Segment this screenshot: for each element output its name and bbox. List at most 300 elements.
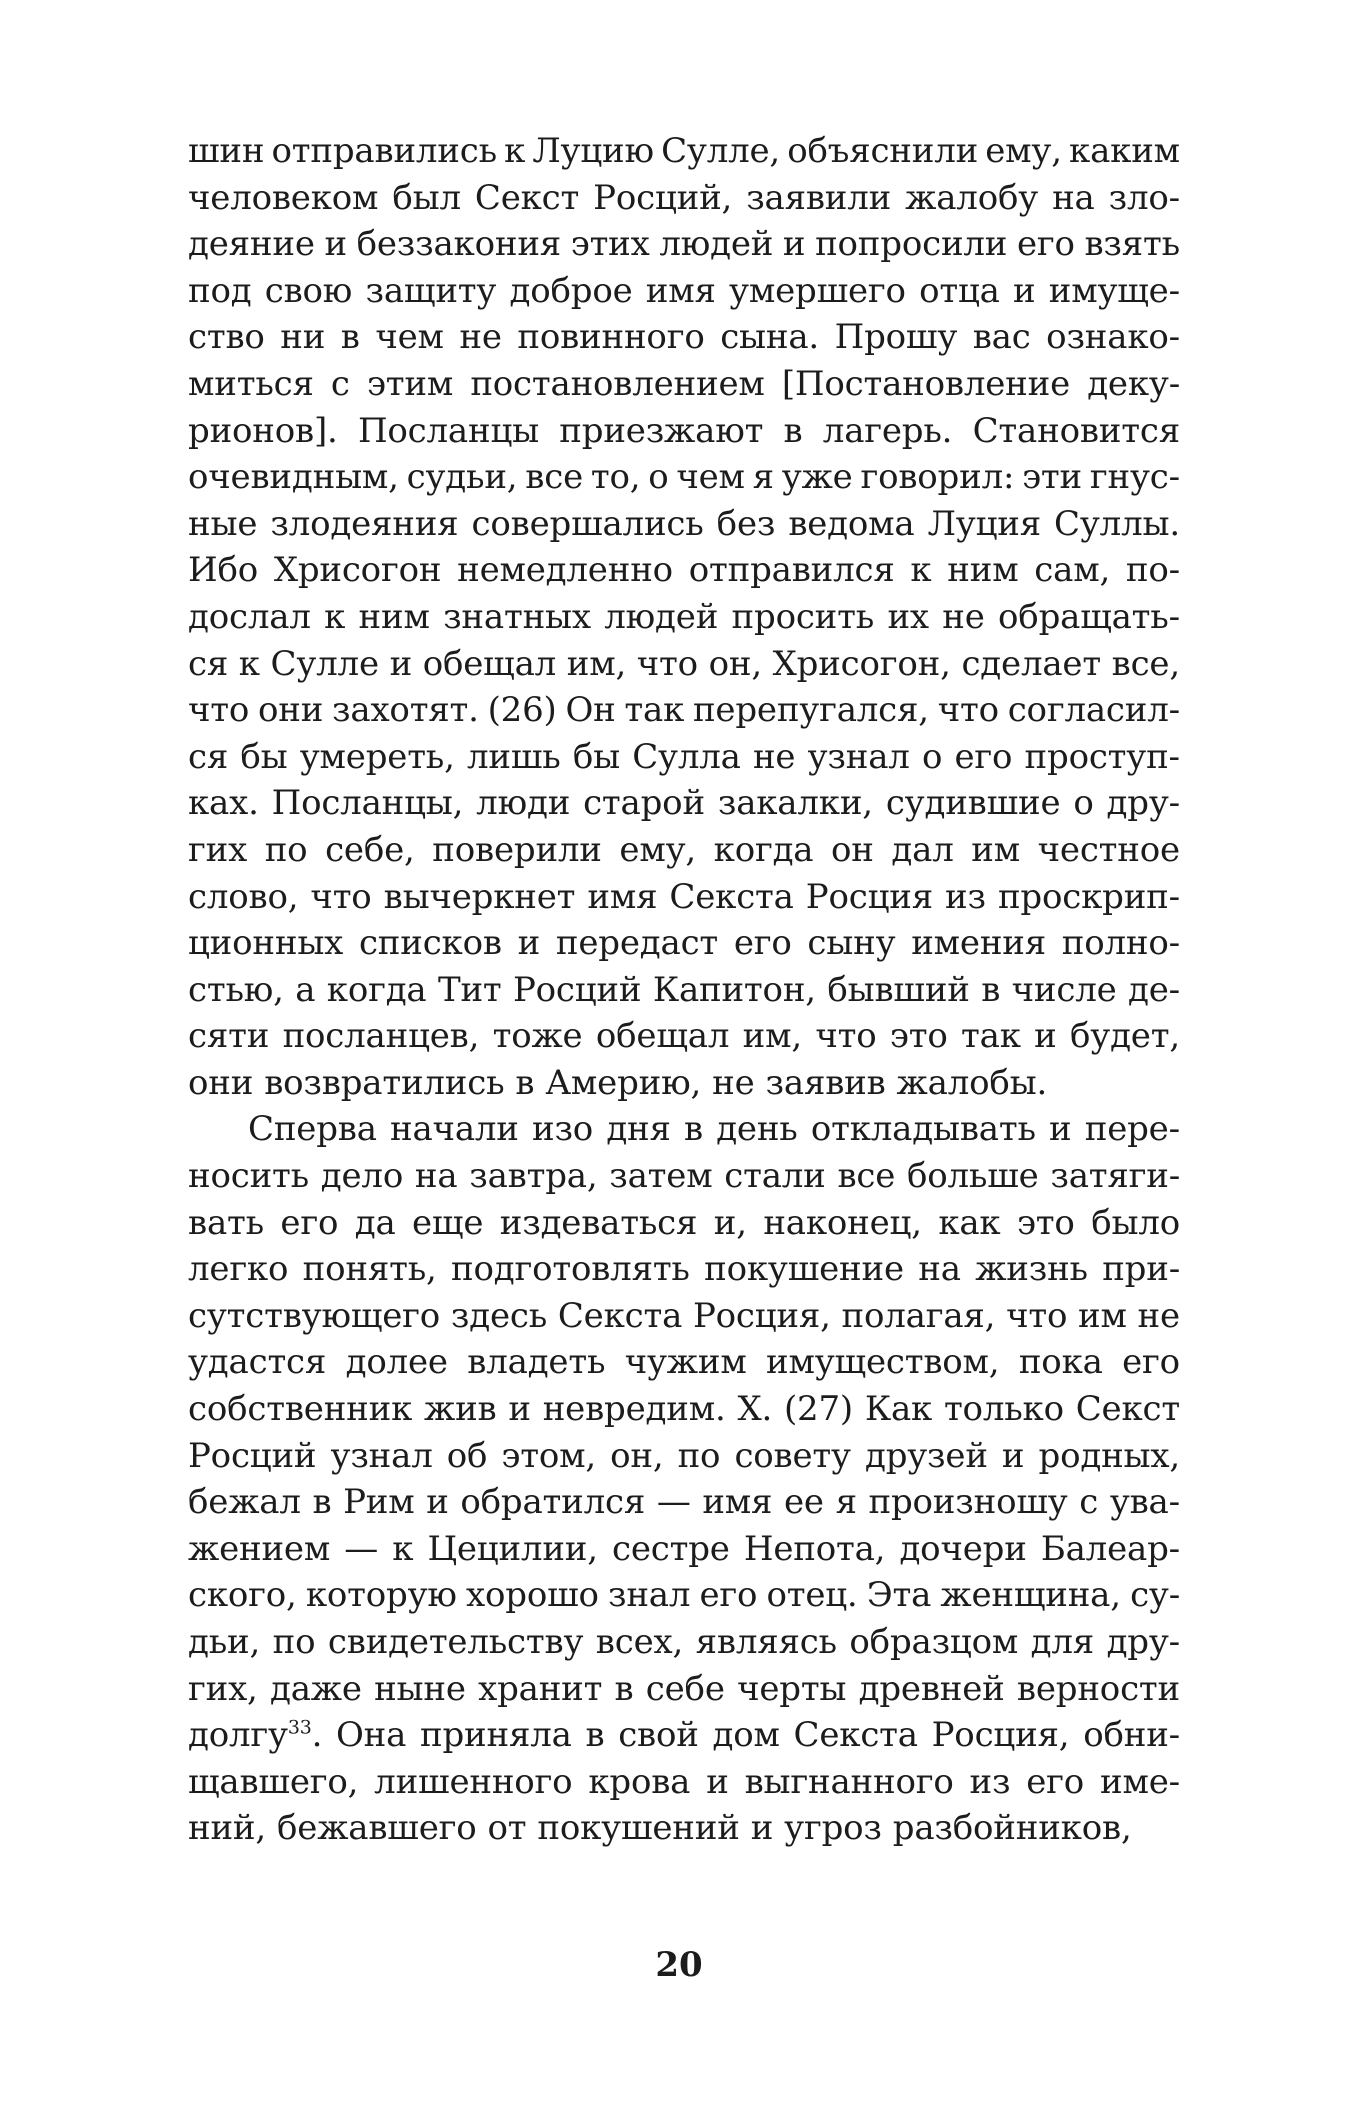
word: ках. (188, 783, 259, 824)
word: себе (645, 1668, 725, 1709)
text-line (188, 920, 1180, 967)
word: ведома (788, 503, 915, 544)
word: легко (188, 1249, 289, 1290)
word: в (614, 1668, 634, 1709)
word: им (1078, 1295, 1127, 1336)
word: собственник (188, 1389, 413, 1430)
word: и (1013, 270, 1036, 311)
word: и (750, 1808, 774, 1849)
word: даже (269, 1668, 362, 1709)
word: ся (188, 736, 229, 777)
text-line (188, 314, 1180, 361)
word: это (1016, 1202, 1075, 1243)
word: затем (609, 1156, 713, 1197)
word: и (1034, 1016, 1057, 1057)
word: Луция (927, 503, 1041, 544)
text-line (188, 361, 1180, 408)
word: которую (305, 1575, 457, 1616)
word: миться (188, 363, 314, 404)
word: этих (570, 224, 650, 265)
word: выгнанного (744, 1761, 954, 1802)
word: честное (1037, 829, 1180, 870)
word: полагая, (841, 1295, 996, 1336)
word: пока (1018, 1342, 1103, 1383)
word: слово, (188, 876, 299, 917)
text-line (188, 1619, 1180, 1666)
word: произношу (868, 1482, 1068, 1523)
word: Росций (512, 969, 642, 1010)
word: они (258, 690, 324, 731)
word: сыну (807, 923, 896, 964)
word: всех, (595, 1622, 684, 1662)
text-line (188, 408, 1180, 455)
word: сделает (961, 643, 1101, 684)
word: этом, (501, 1435, 596, 1476)
word: являясь (695, 1622, 837, 1662)
word: себе, (325, 829, 415, 870)
word: умереть, (299, 736, 455, 777)
word: он (831, 829, 874, 870)
word: имуще- (1048, 270, 1180, 311)
text-line (188, 501, 1180, 548)
word: Секст (1075, 1389, 1180, 1430)
word: из (945, 876, 986, 917)
word: он, (610, 1435, 664, 1476)
word: обещал (422, 643, 557, 684)
word: — (344, 1528, 379, 1569)
word: не (752, 736, 796, 777)
word: ныне (374, 1668, 466, 1709)
word: постановлением (470, 363, 765, 404)
word: очевидным, (188, 457, 399, 498)
text-line (188, 780, 1180, 827)
word: узнал (807, 736, 910, 777)
word: хранит (478, 1668, 603, 1709)
word: числе (1011, 969, 1117, 1010)
word: что (188, 690, 250, 731)
word: Хрисогон, (772, 643, 951, 684)
word: о (648, 457, 669, 498)
word: больше (906, 1156, 1039, 1197)
word: Росций, (593, 177, 733, 218)
word: подготовлять (451, 1249, 690, 1290)
word: Росция, (692, 1295, 831, 1336)
word: люди (476, 783, 571, 824)
word: деку- (1087, 363, 1180, 404)
word: Суллы. (1054, 503, 1180, 544)
word: щавшего, (188, 1761, 359, 1802)
word: чужим (624, 1342, 747, 1383)
word: проскрип- (997, 876, 1180, 917)
word: приезжают (559, 410, 764, 451)
word: ний, (188, 1808, 266, 1849)
word: име- (1100, 1761, 1180, 1802)
word: лишенного (374, 1761, 573, 1802)
word: его (1026, 1761, 1085, 1802)
word: Рим (343, 1482, 415, 1523)
word: обещал (595, 1016, 730, 1057)
word: сестре (612, 1528, 730, 1569)
word: совету (734, 1435, 851, 1476)
word: Хрисогон (273, 550, 442, 591)
word: они (188, 1062, 254, 1103)
word: Сулла (632, 736, 741, 777)
word: к (324, 596, 346, 637)
word: свидетельству (327, 1622, 584, 1662)
word: так (624, 690, 685, 731)
word: судьи, (406, 457, 518, 498)
text-line (188, 1526, 1180, 1573)
text-block (188, 128, 1180, 1852)
word: ее (784, 1482, 824, 1523)
text-line (188, 1246, 1180, 1293)
word: при- (1102, 1249, 1180, 1290)
word: из (969, 1761, 1011, 1802)
word: повинного (517, 317, 705, 358)
word: су- (1130, 1575, 1180, 1616)
word: в (684, 1109, 703, 1150)
word: ему, (985, 131, 1062, 171)
text-line (188, 1666, 1180, 1713)
word: проступ- (1024, 736, 1180, 777)
word: его (1122, 1342, 1180, 1383)
word: судившие (885, 783, 1061, 824)
word: его (733, 923, 792, 964)
word: об (446, 1435, 488, 1476)
word: полно- (1061, 923, 1180, 964)
word: я (835, 1482, 857, 1523)
word: затяги- (1050, 1156, 1180, 1197)
word: возвратились (264, 1062, 505, 1103)
word: его (699, 1575, 758, 1616)
word: жалобу (905, 177, 1039, 218)
word: в (515, 1062, 535, 1103)
word: в (783, 410, 803, 451)
word: бежал (188, 1482, 301, 1523)
word: имения (911, 923, 1046, 964)
word: Цецилии, (427, 1528, 598, 1569)
word: узнал (330, 1435, 433, 1476)
word: от (487, 1808, 527, 1849)
word: гнус- (1089, 457, 1180, 498)
word: невредим. (542, 1389, 726, 1430)
word: каким (1069, 131, 1180, 171)
word: списков (358, 923, 502, 964)
word: разбойников, (892, 1808, 1132, 1849)
text-line (188, 1805, 1180, 1852)
word: покушение (704, 1249, 904, 1290)
word: сутствующего (188, 1295, 441, 1336)
word: ним (358, 596, 430, 637)
word: дело (320, 1156, 404, 1197)
word: деяние (188, 224, 315, 265)
word: чем (676, 457, 745, 498)
paragraph (188, 1106, 1180, 1852)
word: хорошо (466, 1575, 599, 1616)
word: Росция, (931, 1715, 1070, 1756)
word: уже (781, 457, 853, 498)
word: старой (583, 783, 705, 824)
word: свой (618, 1715, 699, 1756)
word: Эта (866, 1575, 932, 1616)
text-line (188, 1200, 1180, 1247)
word: лишь (466, 736, 561, 777)
word: вычеркнет (383, 876, 576, 917)
word: стали (724, 1156, 826, 1197)
word: все (525, 457, 583, 498)
word: пере- (1084, 1109, 1180, 1150)
word: удастся (188, 1342, 327, 1383)
word: Тит (437, 969, 502, 1010)
word: что (636, 643, 698, 684)
word: Она (336, 1715, 407, 1756)
word: Он (565, 690, 616, 731)
word: бывший (827, 969, 970, 1010)
word: просить (731, 596, 875, 637)
word: имя (587, 876, 658, 917)
word: знал (607, 1575, 691, 1616)
word: ского, (188, 1575, 297, 1616)
word: вас (972, 317, 1031, 358)
word: ни (280, 317, 326, 358)
word: по (272, 1622, 316, 1662)
word: на (918, 1249, 961, 1290)
word: Сулле (270, 643, 379, 684)
text-line (188, 641, 1180, 688)
word: наконец, (763, 1202, 922, 1243)
word: заявив (765, 1062, 886, 1103)
word: Секста (793, 1715, 918, 1756)
word: дочери (899, 1528, 1027, 1569)
word: людей (659, 224, 774, 265)
page-number: 20 (655, 1945, 703, 1985)
text-line (188, 128, 1180, 175)
word: приняла (420, 1715, 572, 1756)
word: Посланцы, (271, 783, 464, 824)
word: этим (366, 363, 454, 404)
text-line (188, 1759, 1180, 1806)
word: он, (708, 643, 762, 684)
word: угроз (784, 1808, 882, 1849)
word: долее (345, 1342, 448, 1383)
word: попросили (815, 224, 1008, 265)
word: жизнь (975, 1249, 1088, 1290)
word: лагерь. (822, 410, 953, 451)
word: что (310, 876, 372, 917)
word: как (938, 1202, 1001, 1243)
word: его (280, 1202, 339, 1243)
word: в (340, 317, 360, 358)
word: и (324, 224, 347, 265)
word: Ибо (188, 550, 258, 591)
footnote-ref: 33 (287, 1716, 312, 1739)
word: ство (188, 317, 265, 358)
word: черты (737, 1668, 847, 1709)
paragraph (188, 128, 1180, 1106)
word: что (937, 690, 999, 731)
text-line (188, 1339, 1180, 1386)
word: совершались (471, 503, 704, 544)
word: имуществом, (766, 1342, 1000, 1383)
word: им (971, 829, 1020, 870)
word: и, (713, 1202, 747, 1243)
word: захотят. (332, 690, 479, 731)
word: и (1049, 1109, 1072, 1150)
word: в (312, 1482, 332, 1523)
word: заявили (746, 177, 892, 218)
word: в (585, 1715, 605, 1756)
word: ему, (619, 829, 696, 870)
word: и (782, 224, 806, 265)
word: дом (712, 1715, 780, 1756)
word: им, (742, 1016, 802, 1057)
word: без (716, 503, 776, 544)
word: Балеар- (1040, 1528, 1180, 1569)
word: не (942, 596, 985, 637)
text-line (188, 1153, 1180, 1200)
word: ознако- (1046, 317, 1180, 358)
word: к (504, 131, 526, 171)
word: здесь (450, 1295, 548, 1336)
text-line (188, 874, 1180, 921)
word: на (414, 1156, 458, 1197)
text-line (188, 175, 1180, 222)
word: по (264, 829, 308, 870)
word: имя (702, 1482, 773, 1523)
word: людей (604, 596, 719, 637)
word: и (517, 923, 541, 964)
text-line (188, 1060, 1180, 1107)
word: что (1006, 1295, 1068, 1336)
word: к (238, 643, 260, 684)
word: в (981, 969, 1001, 1010)
word: жив (424, 1389, 497, 1430)
word: все, (1111, 643, 1180, 684)
word: дьи, (188, 1622, 261, 1662)
word: немедленно (457, 550, 673, 591)
word: изо (532, 1109, 594, 1150)
word: Сулле, (661, 131, 781, 171)
text-line (188, 1293, 1180, 1340)
word: то, (590, 457, 641, 498)
word: обни- (1083, 1715, 1180, 1756)
word: гих (188, 829, 248, 870)
word: Росций (188, 1435, 317, 1476)
word: доброе (509, 270, 633, 311)
word: Секста (557, 1295, 683, 1336)
text-line (188, 827, 1180, 874)
word: его (1016, 224, 1075, 265)
word: что (815, 1016, 877, 1057)
word: злодеяния (270, 503, 459, 544)
word: с (1079, 1482, 1099, 1523)
word: откладывать (810, 1109, 1036, 1150)
word: говорил: (860, 457, 1015, 498)
word: сына. (720, 317, 820, 358)
text-line (188, 734, 1180, 781)
word: долгу$^{33}$. (188, 1715, 323, 1756)
word: с (330, 363, 350, 404)
word: только (943, 1389, 1064, 1430)
text-line (188, 1106, 1180, 1153)
word: сам, (1034, 550, 1111, 591)
word: по- (1125, 550, 1180, 591)
word: зло- (1108, 177, 1180, 218)
word: день (716, 1109, 798, 1150)
word: носить (188, 1156, 309, 1197)
word: бы (572, 736, 620, 777)
word: на (1052, 177, 1095, 218)
word: Прошу (834, 317, 958, 358)
word: так (961, 1016, 1021, 1057)
word: ним (947, 550, 1019, 591)
word: и (389, 643, 413, 684)
word: поверили (432, 829, 602, 870)
word: согласил- (1007, 690, 1180, 731)
word: не (459, 317, 502, 358)
word: издеваться (499, 1202, 698, 1243)
word: ува- (1109, 1482, 1180, 1523)
word: древней (858, 1668, 1005, 1709)
word: и (426, 1482, 449, 1523)
word: X. (737, 1389, 773, 1430)
word: посланцев, (282, 1016, 480, 1057)
word: бы (240, 736, 288, 777)
word: их (887, 596, 929, 637)
word: образцом (849, 1622, 1019, 1662)
word: а (295, 969, 316, 1010)
word: отправился (688, 550, 895, 591)
word: жалобы. (896, 1062, 1048, 1103)
word: вать (188, 1202, 264, 1243)
word: объяснили (787, 131, 979, 171)
word: Капитон, (652, 969, 816, 1010)
word: бежавшего (277, 1808, 477, 1849)
text-line (188, 1433, 1180, 1480)
word: не (1137, 1295, 1180, 1336)
word: был (392, 177, 461, 218)
text-line (188, 454, 1180, 501)
word: Росция (805, 876, 933, 917)
word: дал (891, 829, 954, 870)
word: под (188, 270, 252, 311)
word: обращать- (998, 596, 1180, 637)
word: завтра, (469, 1156, 598, 1197)
text-line (188, 547, 1180, 594)
word: передаст (555, 923, 719, 964)
word: Америю, (545, 1062, 702, 1103)
word: отец. (766, 1575, 858, 1616)
word: о (1073, 783, 1094, 824)
text-line (188, 1479, 1180, 1526)
word: когда (713, 829, 814, 870)
word: защиту (365, 270, 497, 311)
word: отца (919, 270, 1000, 311)
text-line (188, 687, 1180, 734)
word: друзей (864, 1435, 988, 1476)
word: умершего (729, 270, 906, 311)
word: перепугался, (692, 690, 929, 731)
word: и (1001, 1435, 1025, 1476)
word: ные (188, 503, 258, 544)
word: не (712, 1062, 755, 1103)
word: Луцию (532, 131, 654, 171)
text-line (188, 221, 1180, 268)
word: о (921, 736, 943, 777)
word: это (889, 1016, 948, 1057)
word: по (677, 1435, 721, 1476)
word: чем (375, 317, 444, 358)
